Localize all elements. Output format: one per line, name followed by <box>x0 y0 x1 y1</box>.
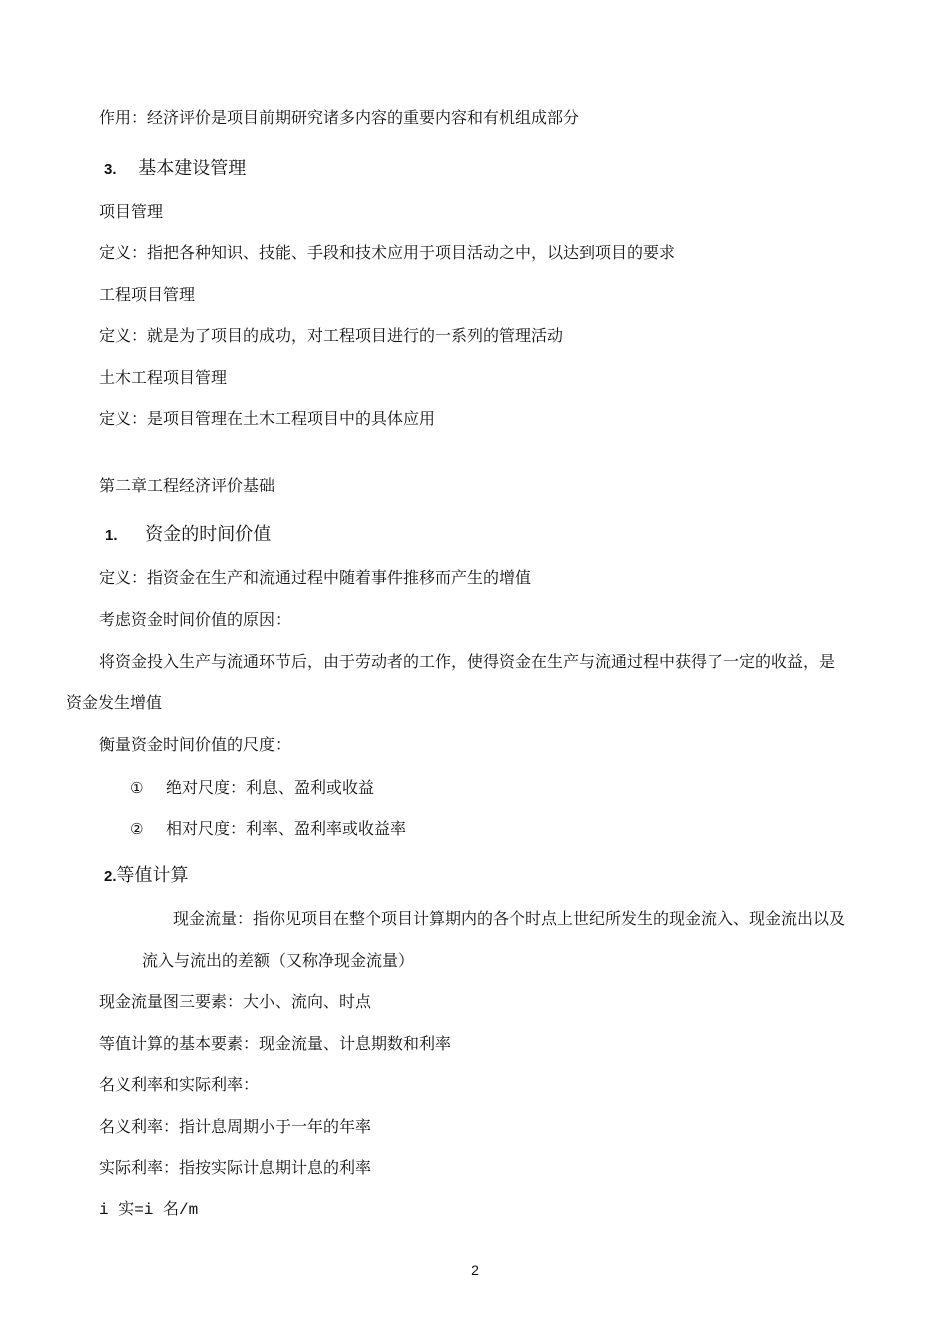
heading-number: 1. <box>105 527 118 544</box>
list-item-absolute <box>130 778 374 798</box>
definition-cash-flow-line1: 现金流量：指你见项目在整个项目计算期内的各个时点上世纪所发生的现金流入、现金流出以及 <box>173 909 846 928</box>
paragraph-equivalent-elements: 等值计算的基本要素：现金流量、计息期数和利率 <box>99 1034 452 1053</box>
definition-engineering-project-management: 定义：就是为了项目的成功，对工程项目进行的一系列的管理活动 <box>99 326 564 345</box>
paragraph-measure-label: 衡量资金时间价值的尺度： <box>99 735 292 754</box>
definition-project-management: 定义：指把各种知识、技能、手段和技术应用于项目活动之中，以达到项目的要求 <box>99 243 676 262</box>
chapter-title: 第二章工程经济评价基础 <box>99 476 276 495</box>
page-number: 2 <box>471 1262 479 1278</box>
term-project-management: 项目管理 <box>99 202 164 221</box>
heading-equivalent-calculation <box>104 865 189 888</box>
paragraph-rates-label: 名义利率和实际利率： <box>99 1075 260 1094</box>
list-item-relative <box>130 819 406 839</box>
paragraph-reason-label: 考虑资金时间价值的原因： <box>99 610 292 629</box>
list-marker: ① <box>130 779 144 797</box>
list-marker: ② <box>130 820 144 838</box>
heading-time-value <box>105 524 271 547</box>
paragraph-cash-flow-elements: 现金流量图三要素：大小、流向、时点 <box>99 992 372 1011</box>
list-item-text: 相对尺度：利率、盈利率或收益率 <box>166 819 407 838</box>
heading-number: 3. <box>104 161 117 178</box>
heading-text: 基本建设管理 <box>138 158 247 179</box>
paragraph-reason-line2: 资金发生增值 <box>66 693 163 712</box>
term-civil-project-management: 土木工程项目管理 <box>99 368 228 387</box>
definition-cash-flow-line2: 流入与流出的差额（又称净现金流量） <box>142 951 415 970</box>
definition-effective-rate: 实际利率：指按实际计息期计息的利率 <box>99 1158 372 1177</box>
heading-number: 2. <box>104 868 117 885</box>
definition-civil-project-management: 定义：是项目管理在土木工程项目中的具体应用 <box>99 409 436 428</box>
heading-construction-management <box>104 158 246 181</box>
definition-time-value: 定义：指资金在生产和流通过程中随着事件推移而产生的增值 <box>99 568 532 587</box>
heading-text: 资金的时间价值 <box>145 524 272 545</box>
paragraph-reason-line1: 将资金投入生产与流通环节后，由于劳动者的工作，使得资金在生产与流通过程中获得了一定的收益，是 <box>99 652 836 671</box>
heading-text: 等值计算 <box>116 865 189 886</box>
formula-effective-rate: i 实=i 名/m <box>99 1201 199 1219</box>
list-item-text: 绝对尺度：利息、盈利或收益 <box>166 778 375 797</box>
term-engineering-project-management: 工程项目管理 <box>99 285 196 304</box>
paragraph-role: 作用：经济评价是项目前期研究诸多内容的重要内容和有机组成部分 <box>99 108 580 127</box>
definition-nominal-rate: 名义利率：指计息周期小于一年的年率 <box>99 1117 372 1136</box>
